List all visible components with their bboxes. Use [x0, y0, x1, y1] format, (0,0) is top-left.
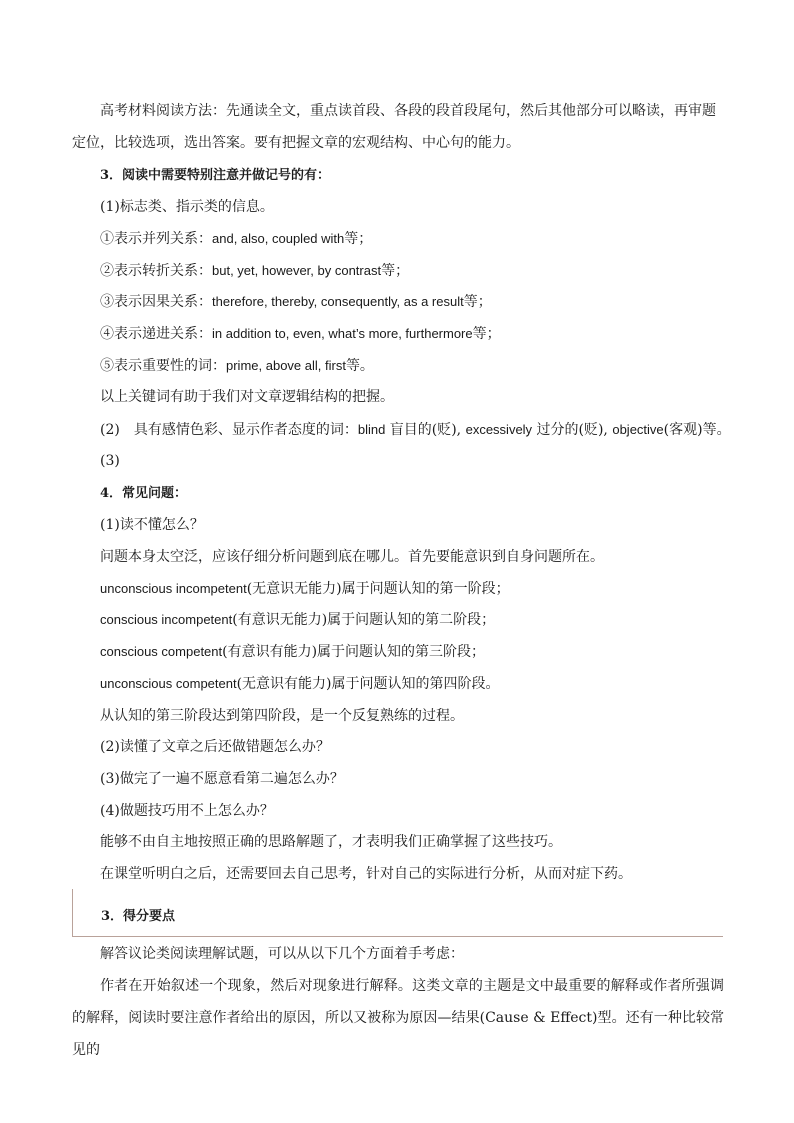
stage-term: unconscious incompetent	[100, 581, 247, 596]
marker-importance	[100, 356, 374, 376]
conclusion-2: 在课堂听明白之后，还需要回去自己思考，针对自己的实际进行分析，从而对症下药。	[100, 866, 632, 882]
marker-cause-effect	[100, 292, 492, 312]
marker-progression	[100, 324, 501, 344]
stage-4	[100, 674, 500, 694]
word-objective-gloss: (客观)等。	[663, 422, 731, 438]
section-3-heading: 3．阅读中需要特别注意并做记号的有：	[100, 168, 331, 183]
intro-line-1: 高考材料阅读方法：先通读全文，重点读首段、各段的段首段尾句，然后其他部分可以略读，再审题	[100, 103, 716, 119]
word-excessively: excessively	[465, 422, 533, 437]
marker-words: and, also, coupled with	[212, 231, 345, 246]
marker-label: ②表示转折关系：	[100, 263, 212, 279]
stage-description: (无意识无能力)属于问题认知的第一阶段；	[246, 581, 510, 597]
item-1-title: (1)标志类、指示类的信息。	[100, 199, 274, 215]
stage-description: (有意识无能力)属于问题认知的第二阶段；	[232, 612, 496, 628]
marker-tail: 等；	[344, 231, 373, 247]
marker-words: therefore, thereby, consequently, as a result	[212, 294, 464, 309]
stage-description: (有意识有能力)属于问题认知的第三阶段；	[222, 644, 486, 660]
stage-description: (无意识有能力)属于问题认知的第四阶段。	[236, 676, 500, 692]
word-blind-gloss: 盲目的(贬),	[385, 422, 466, 438]
stage-term: unconscious competent	[100, 676, 237, 691]
marker-label: ①表示并列关系：	[100, 231, 212, 247]
question-1: (1)读不懂怎么？	[100, 517, 204, 533]
section-4-heading: 4．常见问题：	[100, 486, 188, 501]
key-points-intro: 解答议论类阅读理解试题，可以从以下几个方面着手考虑：	[100, 946, 464, 962]
intro-line-2: 定位，比较选项，选出答案。要有把握文章的宏观结构、中心句的能力。	[72, 135, 520, 151]
item-3-label: (3)	[100, 453, 120, 469]
key-points-title: 3．得分要点	[101, 909, 176, 924]
question-2: (2)读懂了文章之后还做错题怎么办？	[100, 739, 330, 755]
key-points-heading-box	[72, 889, 723, 937]
marker-tail: 等；	[472, 326, 501, 342]
marker-words: in addition to, even, what’s more, furthermore	[212, 326, 473, 341]
stage-term: conscious competent	[100, 644, 223, 659]
stage-summary: 从认知的第三阶段达到第四阶段，是一个反复熟练的过程。	[100, 708, 464, 724]
marker-tail: 等；	[381, 263, 410, 279]
stage-1	[100, 579, 510, 599]
marker-label: ⑤表示重要性的词：	[100, 358, 226, 374]
item-2-label: (2) 具有感情色彩、显示作者态度的词：	[100, 422, 358, 438]
word-objective: objective	[612, 422, 664, 437]
marker-label: ④表示递进关系：	[100, 326, 212, 342]
marker-tail: 等。	[345, 358, 374, 374]
marker-tail: 等；	[463, 294, 492, 310]
item-2-attitude-words	[100, 420, 731, 440]
marker-words: but, yet, however, by contrast	[212, 263, 382, 278]
key-points-paragraph: 作者在开始叙述一个现象，然后对现象进行解释。这类文章的主题是文中最重要的解释或作者所强调的解释，阅读时要注意作者给出的原因，所以又被称为原因—结果(Cause & Effect)型。还有一种比较常见的	[72, 978, 724, 1058]
markers-summary: 以上关键词有助于我们对文章逻辑结构的把握。	[100, 389, 394, 405]
marker-contrast	[100, 261, 409, 281]
stage-2	[100, 610, 495, 630]
question-1-answer: 问题本身太空泛，应该仔细分析问题到底在哪儿。首先要能意识到自身问题所在。	[100, 549, 604, 565]
stage-3	[100, 642, 485, 662]
question-3: (3)做完了一遍不愿意看第二遍怎么办？	[100, 771, 344, 787]
marker-words: prime, above all, first	[226, 358, 346, 373]
conclusion-1: 能够不由自主地按照正确的思路解题了，才表明我们正确掌握了这些技巧。	[100, 834, 562, 850]
word-excessively-gloss: 过分的(贬),	[532, 422, 613, 438]
stage-term: conscious incompetent	[100, 612, 233, 627]
marker-parallel	[100, 229, 372, 249]
question-4: (4)做题技巧用不上怎么办？	[100, 803, 274, 819]
word-blind: blind	[357, 422, 386, 437]
marker-label: ③表示因果关系：	[100, 294, 212, 310]
